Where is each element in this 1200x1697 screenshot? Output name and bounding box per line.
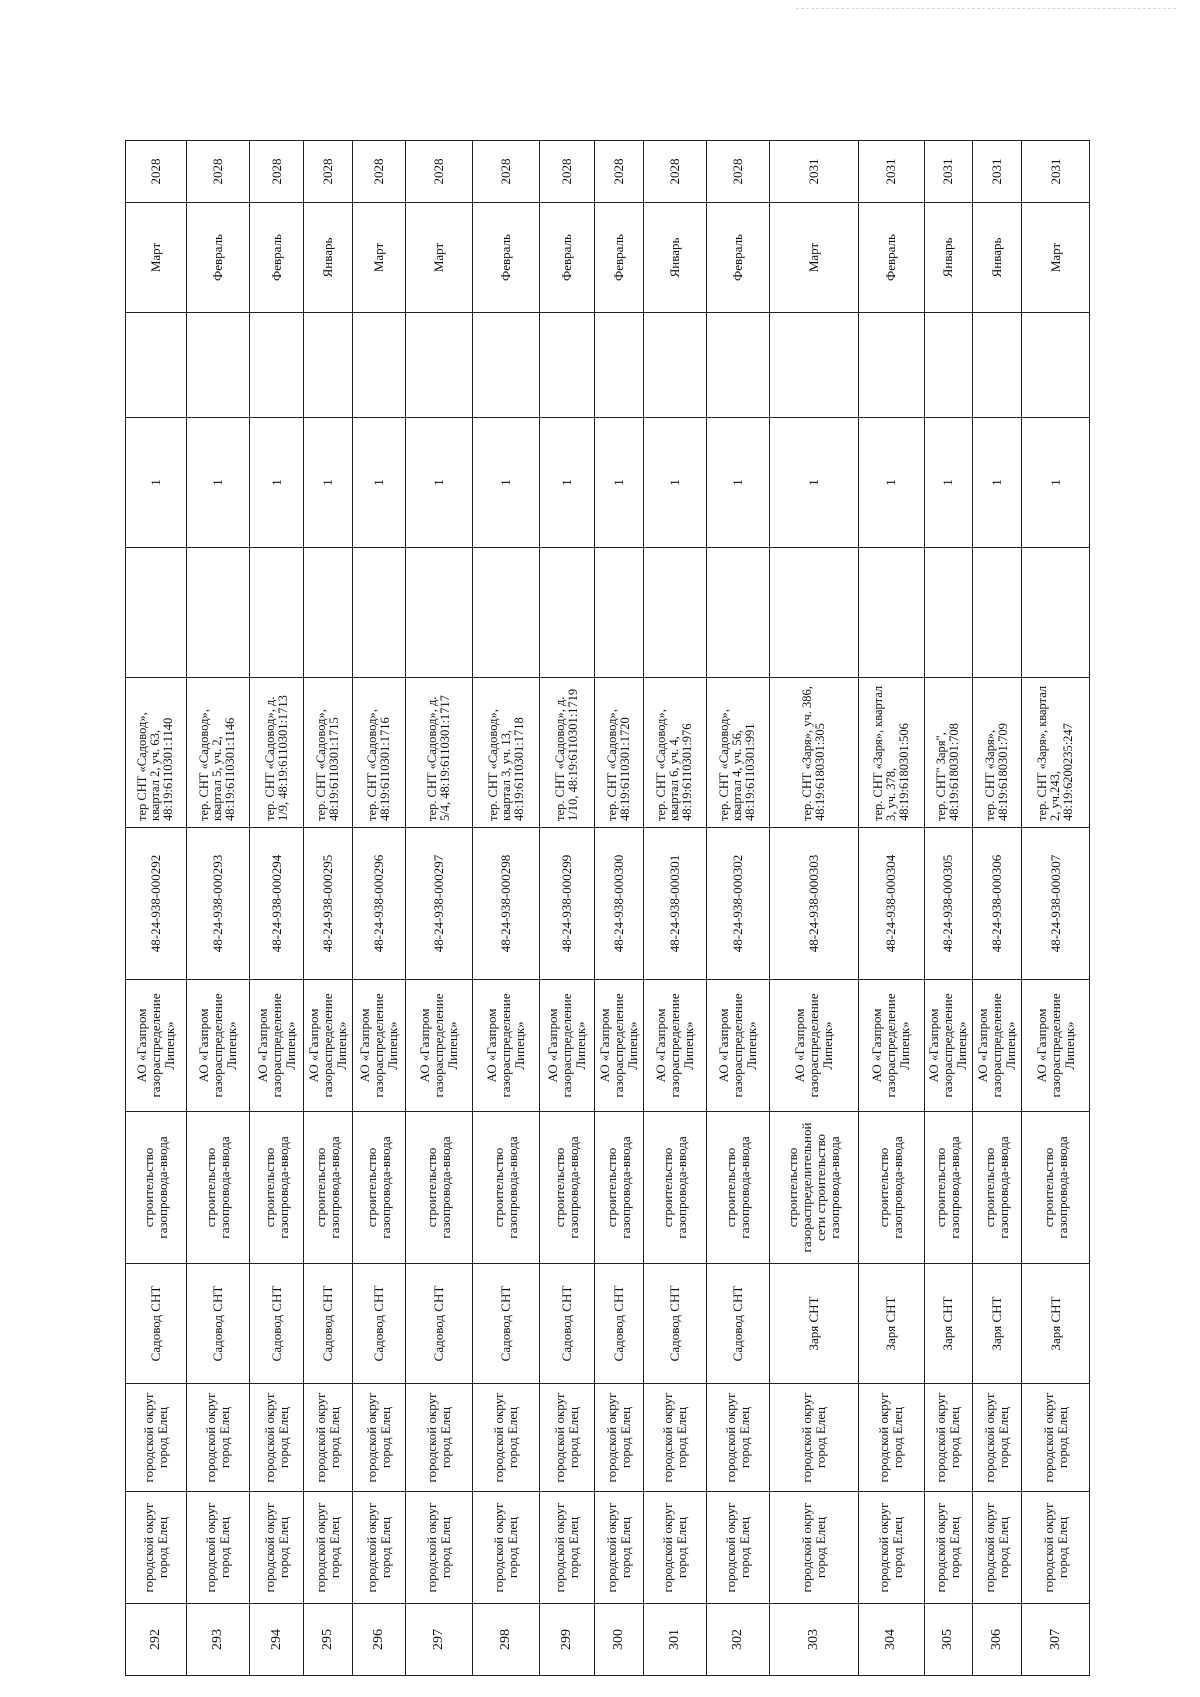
cell-count: 1 [1022,418,1090,548]
cell-object: Садовод СНТ [473,1264,540,1384]
cell-extra2 [706,313,769,418]
cell-extra2 [770,313,859,418]
cell-object: Садовод СНТ [126,1264,187,1384]
cell-address: тер. СНТ «Садовод», д. 1/10, 48:19:6110301:1719 [540,678,594,828]
cell-address: тер. СНТ «Садовод», 48:19:6110301:1720 [594,678,643,828]
cell-extra2 [405,313,472,418]
cell-settlement: городской округ город Елец [594,1384,643,1492]
cell-year: 2031 [973,141,1022,203]
cell-operator: АО «Газпром газораспределение Липецк» [250,980,304,1112]
cell-num: 300 [594,1604,643,1676]
cell-extra2 [473,313,540,418]
cell-count: 1 [540,418,594,548]
cell-operator: АО «Газпром газораспределение Липецк» [973,980,1022,1112]
cell-work: строительство газопровода-ввода [405,1112,472,1264]
cell-year: 2028 [186,141,249,203]
cell-num: 303 [770,1604,859,1676]
cell-num: 301 [643,1604,706,1676]
cell-work: строительство газопровода-ввода [594,1112,643,1264]
cell-municipality: городской округ город Елец [643,1492,706,1604]
cell-program-code: 48-24-938-000299 [540,828,594,980]
cell-program-code: 48-24-938-000301 [643,828,706,980]
cell-municipality: городской округ город Елец [250,1492,304,1604]
cell-settlement: городской округ город Елец [859,1384,924,1492]
cell-extra1 [643,548,706,678]
cell-operator: АО «Газпром газораспределение Липецк» [304,980,353,1112]
gasification-schedule-table [125,140,1090,1676]
cell-num: 305 [924,1604,973,1676]
cell-extra1 [186,548,249,678]
cell-work: строительство газопровода-ввода [706,1112,769,1264]
cell-operator: АО «Газпром газораспределение Липецк» [924,980,973,1112]
cell-extra1 [304,548,353,678]
cell-count: 1 [250,418,304,548]
cell-extra2 [353,313,405,418]
table-row [770,141,859,1676]
cell-work: строительство газопровода-ввода [1022,1112,1090,1264]
cell-settlement: городской округ город Елец [770,1384,859,1492]
cell-count: 1 [924,418,973,548]
table-row [1022,141,1090,1676]
cell-month: Март [353,203,405,313]
rotated-table-wrapper [125,141,1090,1676]
cell-extra1 [540,548,594,678]
cell-municipality: городской округ город Елец [405,1492,472,1604]
cell-object: Садовод СНТ [540,1264,594,1384]
cell-count: 1 [186,418,249,548]
cell-address: тер. СНТ «Садовод», квартал 6, уч. 4, 48:19:6110301:976 [643,678,706,828]
cell-year: 2028 [126,141,187,203]
cell-work: строительство газопровода-ввода [304,1112,353,1264]
cell-month: Январь [643,203,706,313]
cell-municipality: городской округ город Елец [304,1492,353,1604]
cell-year: 2028 [706,141,769,203]
cell-month: Март [770,203,859,313]
cell-operator: АО «Газпром газораспределение Липецк» [1022,980,1090,1112]
cell-settlement: городской округ город Елец [643,1384,706,1492]
cell-count: 1 [973,418,1022,548]
cell-object: Заря СНТ [973,1264,1022,1384]
cell-extra2 [1022,313,1090,418]
cell-month: Март [1022,203,1090,313]
cell-municipality: городской округ город Елец [859,1492,924,1604]
cell-count: 1 [473,418,540,548]
cell-extra1 [126,548,187,678]
cell-extra2 [250,313,304,418]
cell-object: Садовод СНТ [353,1264,405,1384]
cell-work: строительство газопровода-ввода [540,1112,594,1264]
cell-extra2 [126,313,187,418]
cell-program-code: 48-24-938-000304 [859,828,924,980]
cell-program-code: 48-24-938-000306 [973,828,1022,980]
cell-num: 294 [250,1604,304,1676]
cell-work: строительство газопровода-ввода [353,1112,405,1264]
cell-month: Февраль [594,203,643,313]
cell-operator: АО «Газпром газораспределение Липецк» [353,980,405,1112]
cell-extra1 [405,548,472,678]
cell-month: Январь [973,203,1022,313]
table-row [304,141,353,1676]
table-row [540,141,594,1676]
cell-program-code: 48-24-938-000294 [250,828,304,980]
scan-artifact-line [796,8,1176,10]
cell-municipality: городской округ город Елец [126,1492,187,1604]
cell-address: тер. СНТ «Заря», квартал 2, уч.243, 48:19:6200235:247 [1022,678,1090,828]
table-row [643,141,706,1676]
cell-object: Садовод СНТ [643,1264,706,1384]
cell-num: 307 [1022,1604,1090,1676]
cell-program-code: 48-24-938-000305 [924,828,973,980]
cell-extra2 [924,313,973,418]
cell-operator: АО «Газпром газораспределение Липецк» [770,980,859,1112]
cell-municipality: городской округ город Елец [706,1492,769,1604]
table-body [126,141,1090,1676]
cell-count: 1 [706,418,769,548]
cell-address: тер. СНТ «Заря», уч. 386, 48:19:6180301:305 [770,678,859,828]
table-row [353,141,405,1676]
cell-work: строительство газопровода-ввода [126,1112,187,1264]
table-row [405,141,472,1676]
cell-extra2 [859,313,924,418]
cell-address: тер. СНТ «Садовод», 48:19:6110301:1716 [353,678,405,828]
cell-extra1 [973,548,1022,678]
cell-month: Февраль [859,203,924,313]
table-row [126,141,187,1676]
cell-extra1 [770,548,859,678]
cell-operator: АО «Газпром газораспределение Липецк» [594,980,643,1112]
cell-settlement: городской округ город Елец [706,1384,769,1492]
cell-municipality: городской округ город Елец [1022,1492,1090,1604]
cell-object: Заря СНТ [770,1264,859,1384]
cell-num: 298 [473,1604,540,1676]
cell-month: Март [405,203,472,313]
cell-extra2 [594,313,643,418]
table-row [859,141,924,1676]
cell-settlement: городской округ город Елец [924,1384,973,1492]
cell-operator: АО «Газпром газораспределение Липецк» [405,980,472,1112]
cell-num: 302 [706,1604,769,1676]
cell-month: Февраль [250,203,304,313]
cell-municipality: городской округ город Елец [594,1492,643,1604]
cell-num: 306 [973,1604,1022,1676]
cell-settlement: городской округ город Елец [304,1384,353,1492]
cell-extra2 [643,313,706,418]
table-row [594,141,643,1676]
cell-extra2 [540,313,594,418]
cell-operator: АО «Газпром газораспределение Липецк» [473,980,540,1112]
cell-program-code: 48-24-938-000298 [473,828,540,980]
cell-year: 2031 [924,141,973,203]
cell-operator: АО «Газпром газораспределение Липецк» [126,980,187,1112]
cell-extra2 [186,313,249,418]
cell-num: 292 [126,1604,187,1676]
cell-work: строительство газопровода-ввода [250,1112,304,1264]
cell-year: 2028 [250,141,304,203]
cell-settlement: городской округ город Елец [250,1384,304,1492]
cell-extra1 [594,548,643,678]
cell-work: строительство газораспределительной сети строительство газопровода-ввода [770,1112,859,1264]
cell-address: тер. СНТ" Заря", 48:19:6180301:708 [924,678,973,828]
cell-work: строительство газопровода-ввода [473,1112,540,1264]
cell-year: 2031 [770,141,859,203]
cell-month: Март [126,203,187,313]
cell-object: Садовод СНТ [304,1264,353,1384]
cell-settlement: городской округ город Елец [186,1384,249,1492]
cell-year: 2031 [1022,141,1090,203]
cell-settlement: городской округ город Елец [540,1384,594,1492]
cell-program-code: 48-24-938-000295 [304,828,353,980]
cell-count: 1 [859,418,924,548]
cell-count: 1 [770,418,859,548]
cell-settlement: городской округ город Елец [126,1384,187,1492]
cell-address: тер. СНТ «Заря», квартал 3, уч. 378, 48:19:6180301:506 [859,678,924,828]
cell-program-code: 48-24-938-000297 [405,828,472,980]
cell-program-code: 48-24-938-000293 [186,828,249,980]
cell-municipality: городской округ город Елец [353,1492,405,1604]
cell-count: 1 [405,418,472,548]
cell-year: 2028 [643,141,706,203]
cell-month: Февраль [706,203,769,313]
cell-extra2 [304,313,353,418]
cell-extra1 [353,548,405,678]
cell-municipality: городской округ город Елец [540,1492,594,1604]
cell-extra1 [924,548,973,678]
cell-object: Садовод СНТ [405,1264,472,1384]
cell-work: строительство газопровода-ввода [186,1112,249,1264]
cell-address: тер. СНТ «Садовод», д. 5/4, 48:19:6110301:1717 [405,678,472,828]
cell-month: Январь [924,203,973,313]
cell-municipality: городской округ город Елец [186,1492,249,1604]
cell-extra2 [973,313,1022,418]
cell-count: 1 [126,418,187,548]
cell-settlement: городской округ город Елец [1022,1384,1090,1492]
cell-settlement: городской округ город Елец [353,1384,405,1492]
cell-work: строительство газопровода-ввода [924,1112,973,1264]
cell-count: 1 [353,418,405,548]
cell-year: 2028 [405,141,472,203]
cell-operator: АО «Газпром газораспределение Липецк» [859,980,924,1112]
cell-municipality: городской округ город Елец [973,1492,1022,1604]
table-row [973,141,1022,1676]
cell-address: тер. СНТ «Заря», 48:19:6180301:709 [973,678,1022,828]
cell-year: 2028 [540,141,594,203]
cell-address: тер. СНТ «Садовод», квартал 3, уч. 13, 48:19:6110301:1718 [473,678,540,828]
cell-year: 2028 [353,141,405,203]
cell-work: строительство газопровода-ввода [973,1112,1022,1264]
table-row [186,141,249,1676]
cell-object: Садовод СНТ [594,1264,643,1384]
cell-program-code: 48-24-938-000303 [770,828,859,980]
table-row [706,141,769,1676]
cell-extra1 [706,548,769,678]
cell-extra1 [859,548,924,678]
cell-year: 2031 [859,141,924,203]
cell-operator: АО «Газпром газораспределение Липецк» [706,980,769,1112]
cell-object: Заря СНТ [1022,1264,1090,1384]
cell-num: 304 [859,1604,924,1676]
cell-work: строительство газопровода-ввода [643,1112,706,1264]
cell-program-code: 48-24-938-000296 [353,828,405,980]
cell-settlement: городской округ город Елец [473,1384,540,1492]
table-row [473,141,540,1676]
cell-program-code: 48-24-938-000300 [594,828,643,980]
cell-settlement: городской округ город Елец [405,1384,472,1492]
cell-address: тер. СНТ «Садовод», 48:19:6110301:1715 [304,678,353,828]
cell-address: тер. СНТ «Садовод», квартал 4, уч. 56, 48:19:6110301:991 [706,678,769,828]
cell-program-code: 48-24-938-000302 [706,828,769,980]
cell-count: 1 [304,418,353,548]
cell-year: 2028 [473,141,540,203]
table-row [250,141,304,1676]
cell-num: 293 [186,1604,249,1676]
cell-address: тер СНТ «Садовод», квартал 2, уч. 63, 48:19:6110301:1140 [126,678,187,828]
cell-count: 1 [594,418,643,548]
cell-operator: АО «Газпром газораспределение Липецк» [540,980,594,1112]
cell-object: Заря СНТ [859,1264,924,1384]
cell-extra1 [1022,548,1090,678]
cell-program-code: 48-24-938-000292 [126,828,187,980]
cell-num: 299 [540,1604,594,1676]
cell-municipality: городской округ город Елец [924,1492,973,1604]
cell-extra1 [250,548,304,678]
cell-year: 2028 [304,141,353,203]
cell-municipality: городской округ город Елец [473,1492,540,1604]
cell-object: Садовод СНТ [186,1264,249,1384]
cell-program-code: 48-24-938-000307 [1022,828,1090,980]
cell-address: тер. СНТ «Садовод», д. 1/9, 48:19:6110301:1713 [250,678,304,828]
cell-month: Февраль [540,203,594,313]
cell-object: Садовод СНТ [706,1264,769,1384]
cell-count: 1 [643,418,706,548]
cell-month: Февраль [186,203,249,313]
table-row [924,141,973,1676]
cell-address: тер. СНТ «Садовод», квартал 5, уч. 2, 48:19:6110301:1146 [186,678,249,828]
cell-num: 296 [353,1604,405,1676]
cell-municipality: городской округ город Елец [770,1492,859,1604]
cell-settlement: городской округ город Елец [973,1384,1022,1492]
cell-extra1 [473,548,540,678]
cell-operator: АО «Газпром газораспределение Липецк» [643,980,706,1112]
cell-year: 2028 [594,141,643,203]
cell-object: Садовод СНТ [250,1264,304,1384]
cell-operator: АО «Газпром газораспределение Липецк» [186,980,249,1112]
cell-num: 295 [304,1604,353,1676]
cell-work: строительство газопровода-ввода [859,1112,924,1264]
cell-num: 297 [405,1604,472,1676]
cell-object: Заря СНТ [924,1264,973,1384]
cell-month: Январь [304,203,353,313]
cell-month: Февраль [473,203,540,313]
